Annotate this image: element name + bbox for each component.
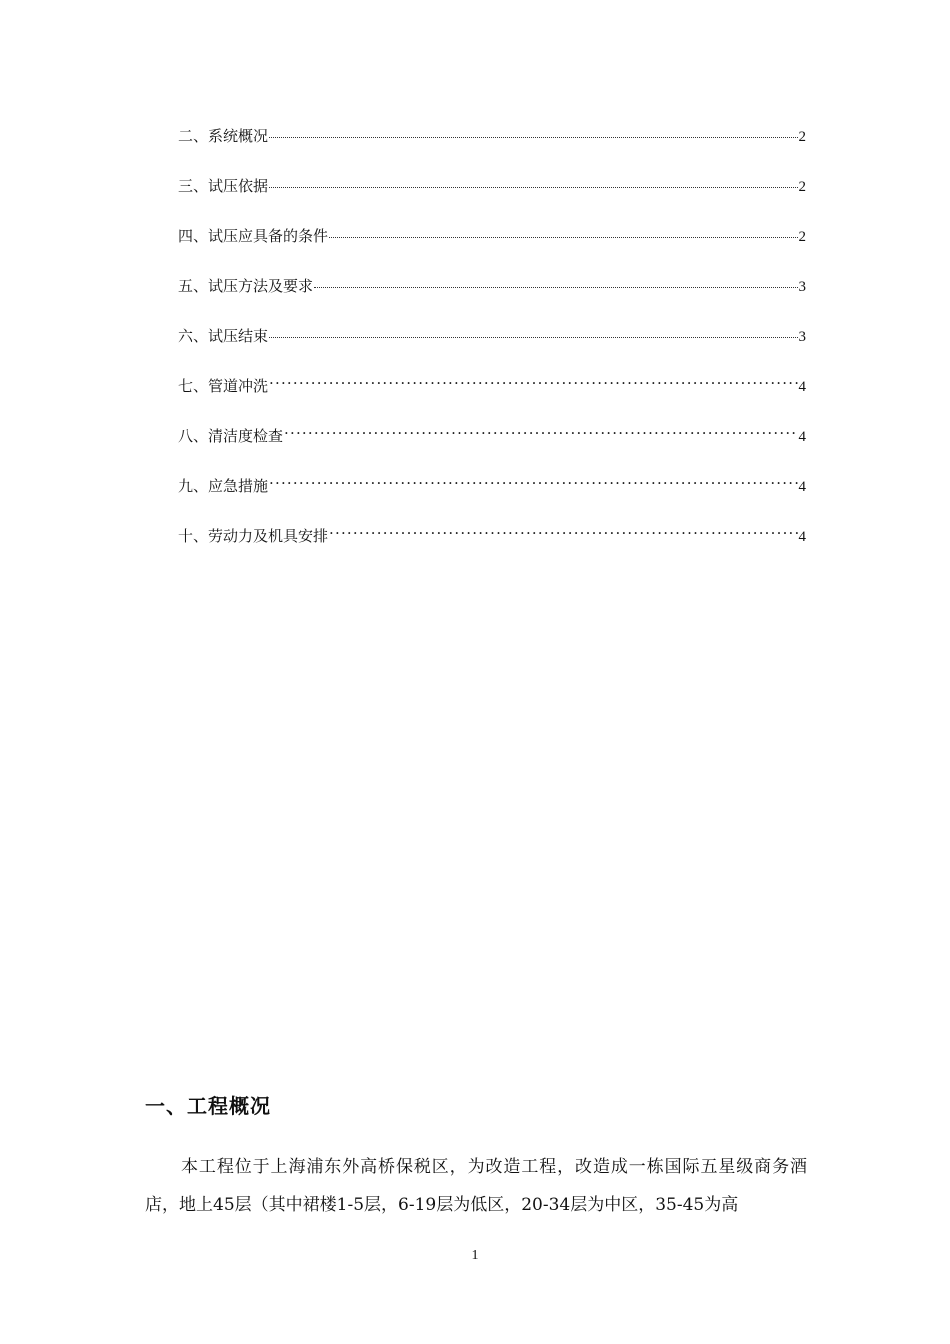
toc-page-number: 2 (798, 229, 806, 245)
toc-page-number: 3 (798, 329, 806, 345)
toc-page-number: 2 (798, 179, 806, 195)
toc-entry[interactable] (178, 474, 806, 524)
toc-entry[interactable] (178, 524, 806, 574)
toc-entry-label: 八、清洁度检查 (178, 427, 284, 445)
toc-entry-label: 四、试压应具备的条件 (178, 227, 329, 245)
toc-entry-label: 三、试压依据 (178, 177, 269, 195)
toc-dot-leader (329, 223, 797, 238)
toc-entry[interactable] (178, 224, 806, 274)
toc-entry[interactable] (178, 274, 806, 324)
toc-entry-label: 二、系统概况 (178, 127, 269, 145)
page-number: 1 (471, 1248, 479, 1263)
toc-page-number: 3 (798, 279, 806, 295)
toc-entry-label: 六、试压结束 (178, 327, 269, 345)
toc-dot-leader (269, 173, 797, 188)
table-of-contents (178, 124, 806, 574)
toc-entry-label: 九、应急措施 (178, 477, 269, 495)
toc-dot-leader (314, 273, 797, 288)
toc-page-number: 4 (798, 429, 806, 445)
toc-dot-leader (269, 477, 797, 491)
section-heading: 一、工程概况 (145, 1094, 271, 1118)
toc-page-number: 4 (798, 379, 806, 395)
toc-entry-label: 五、试压方法及要求 (178, 277, 314, 295)
toc-dot-leader (269, 323, 797, 338)
body-paragraph: 本工程位于上海浦东外高桥保税区，为改造工程，改造成一栋国际五星级商务酒店，地上45层（其中裙楼1-5层，6-19层为低区，20-34层为中区，35-45为高 (145, 1157, 807, 1215)
toc-dot-leader (269, 123, 797, 138)
toc-dot-leader (284, 427, 797, 441)
toc-dot-leader (329, 527, 797, 541)
toc-entry[interactable] (178, 424, 806, 474)
toc-page-number: 4 (798, 529, 806, 545)
toc-entry[interactable] (178, 324, 806, 374)
toc-entry[interactable] (178, 374, 806, 424)
toc-entry[interactable] (178, 124, 806, 174)
toc-page-number: 4 (798, 479, 806, 495)
toc-dot-leader (269, 377, 797, 391)
toc-entry-label: 十、劳动力及机具安排 (178, 527, 329, 545)
toc-page-number: 2 (798, 129, 806, 145)
toc-entry[interactable] (178, 174, 806, 224)
toc-entry-label: 七、管道冲洗 (178, 377, 269, 395)
